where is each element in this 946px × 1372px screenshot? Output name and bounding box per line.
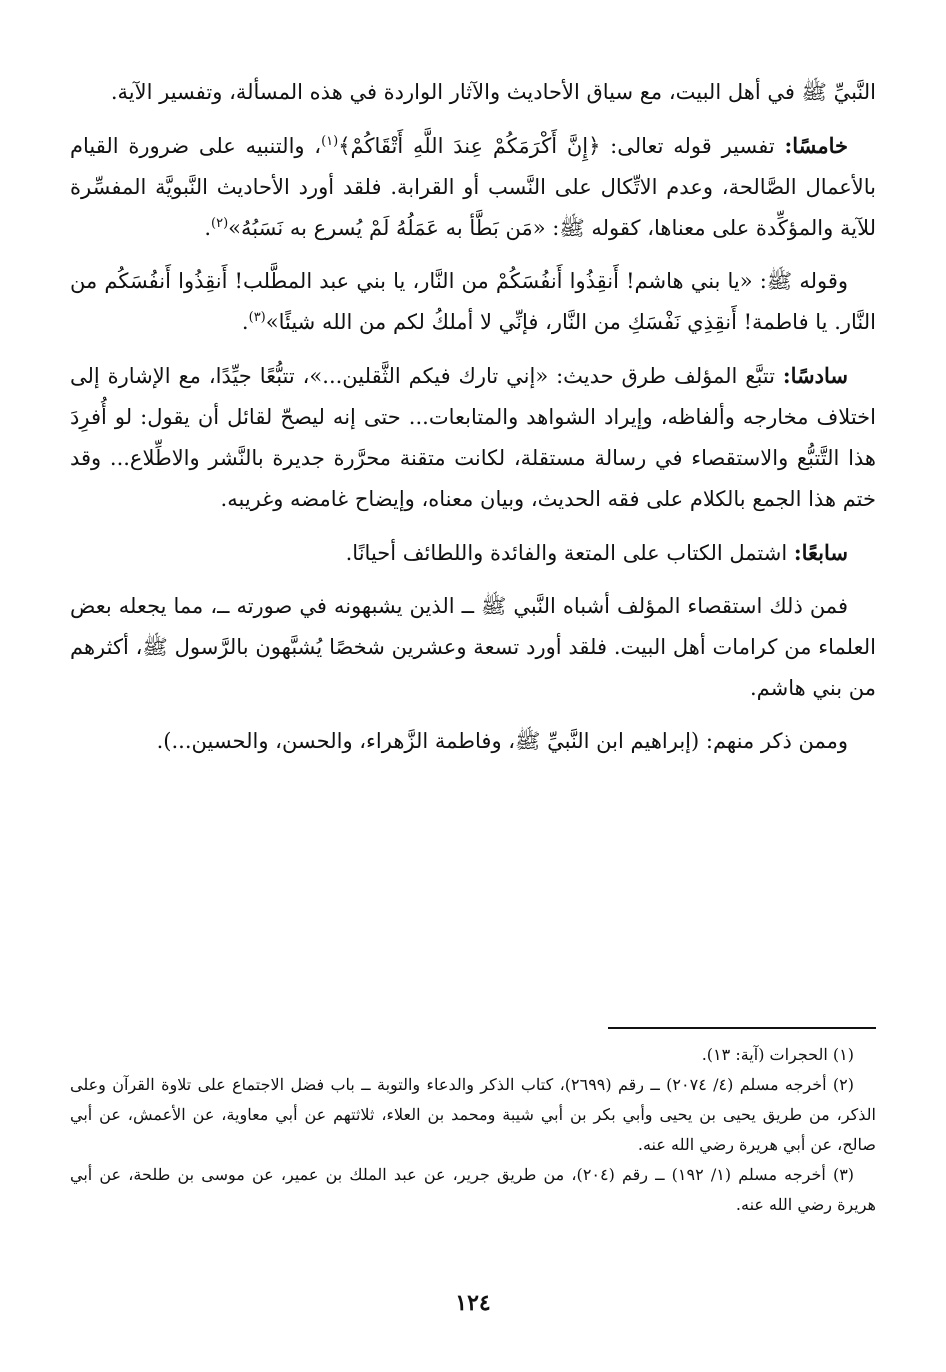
sixth-label: سادسًا: xyxy=(782,363,848,388)
paragraph-resemblers xyxy=(70,586,876,709)
fifth-continuation: ، والتنبيه على ضرورة القيام بالأعمال الصَّالحة، وعدم الاتِّكال على النَّسب أو القرابة. فلقد أورد الأحاديث النَّبويَّة المفسِّرة للآية والمؤكِّدة على معناها، كقوله ﷺ: «مَن بَطَّأ به عَمَلُهُ لَمْ يُسرع به نَسَبُهُ» xyxy=(70,134,876,240)
main-text xyxy=(70,72,876,762)
paragraph-names xyxy=(70,721,876,762)
paragraph-fifth xyxy=(70,125,876,249)
footnote-2: (٢) أخرجه مسلم (٤/ ٢٠٧٤) ــ رقم (٢٦٩٩)، كتاب الذكر والدعاء والتوبة ــ باب فضل الاجتماع على تلاوة القرآن وعلى الذكر، من طريق يحيى بن يحيى وأبي بكر بن أبي شيبة ومحمد بن العلاء، ثلاثتهم عن أبي معاوية، عن الأعمش، عن أبي صالح، عن أبي هريرة رضي الله عنه. xyxy=(70,1075,876,1154)
paragraph-1 xyxy=(70,72,876,113)
fifth-label: خامسًا: xyxy=(784,133,848,158)
hadith-text: وقوله ﷺ: «يا بني هاشم! أَنقِذُوا أَنفُسَكُمْ من النَّار، يا بني عبد المطَّلب! أَنقِذُوا أَنفُسَكُم من النَّار. يا فاطمة! أَنقِذِي نَفْسَكِ من النَّار، فإنِّي لا أملكُ لكم من الله شيئًا» xyxy=(70,269,876,334)
fifth-end: . xyxy=(204,216,211,240)
paragraph-1-text: النَّبيِّ ﷺ في أهل البيت، مع سياق الأحاديث والآثار الواردة في هذه المسألة، وتفسير الآية. xyxy=(110,80,876,104)
footnote-ref-3: (٣) xyxy=(248,310,266,325)
footnote-divider xyxy=(608,1027,876,1029)
sixth-text: تتبَّع المؤلف طرق حديث: «إني تارك فيكم الثَّقلين...»، تتبُّعًا جيِّدًا، مع الإشارة إلى اختلاف مخارجه وألفاظه، وإيراد الشواهد والمتابعات... حتى إنه ليصحّ لقائل أن يقول: لو أُفرِدَ هذا التَّتبُّع والاستقصاء في رسالة مستقلة، لكانت متقنة محرَّرة جديرة بالنَّشر والاطِّلاع... وقد ختم هذا الجمع بالكلام على فقه الحديث، وبيان معناه، وإيضاح غامضه وغريبه. xyxy=(70,364,876,511)
footnote-1: (١) الحجرات (آية: ١٣). xyxy=(701,1045,854,1064)
footnote-ref-1: (١) xyxy=(321,134,339,149)
footnotes xyxy=(70,1040,876,1220)
names-text: وممن ذكر منهم: (إبراهيم ابن النَّبيِّ ﷺ، وفاطمة الزَّهراء، والحسن، والحسين...). xyxy=(156,729,848,753)
fifth-text: تفسير قوله تعالى: ﴿إِنَّ أَكْرَمَكُمْ عِندَ اللَّهِ أَتْقَاكُمْ﴾ xyxy=(338,134,775,158)
paragraph-sixth xyxy=(70,355,876,520)
seventh-text: اشتمل الكتاب على المتعة والفائدة واللطائف أحيانًا. xyxy=(345,541,788,565)
resemblers-text: فمن ذلك استقصاء المؤلف أشباه النَّبي ﷺ ــ الذين يشبهونه في صورته ــ، مما يجعله بعض العلماء من كرامات أهل البيت. فلقد أورد تسعة وعشرين شخصًا يُشبَّهون بالرَّسول ﷺ، أكثرهم من بني هاشم. xyxy=(70,594,876,700)
paragraph-seventh xyxy=(70,532,876,574)
paragraph-hadith xyxy=(70,261,876,343)
seventh-label: سابعًا: xyxy=(793,540,848,565)
footnote-3: (٣) أخرجه مسلم (١/ ١٩٢) ــ رقم (٢٠٤)، من طريق جرير، عن عبد الملك بن عمير، عن موسى بن طلحة، عن أبي هريرة رضي الله عنه. xyxy=(70,1165,876,1214)
page-number: ١٢٤ xyxy=(455,1290,491,1316)
footnote-ref-2: (٢) xyxy=(211,216,229,231)
hadith-end: . xyxy=(241,310,249,334)
